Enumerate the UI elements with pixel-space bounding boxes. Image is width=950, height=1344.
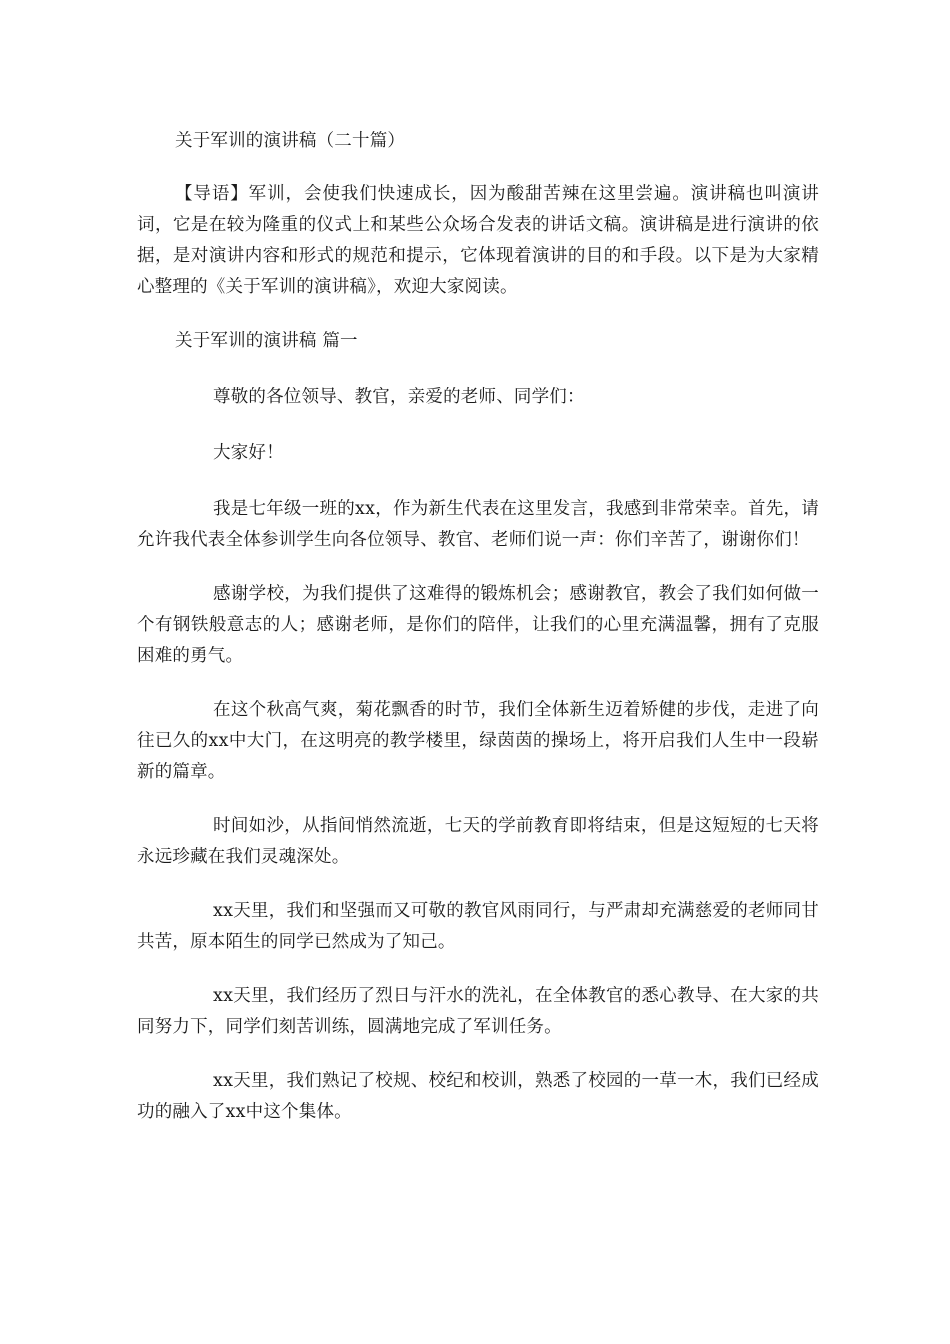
body-paragraph: xx天里，我们经历了烈日与汗水的洗礼，在全体教官的悉心教导、在大家的共同努力下，同学们刻苦训练，圆满地完成了军训任务。 xyxy=(137,986,819,1037)
intro-paragraph: 【导语】军训，会使我们快速成长，因为酸甜苦辣在这里尝遍。演讲稿也叫演讲词，它是在较为隆重的仪式上和某些公众场合发表的讲话文稿。演讲稿是进行演讲的依据，是对演讲内容和形式的规范和提示，它体现着演讲的目的和手段。以下是为大家精心整理的《关于军训的演讲稿》，欢迎大家阅读。 xyxy=(137,184,819,297)
document-title: 关于军训的演讲稿（二十篇） xyxy=(175,131,406,151)
document-page xyxy=(137,126,819,1151)
body-paragraph: 时间如沙，从指间悄然流逝，七天的学前教育即将结束，但是这短短的七天将永远珍藏在我们灵魂深处。 xyxy=(137,816,819,867)
body-paragraph: xx天里，我们和坚强而又可敬的教官风雨同行，与严肃却充满慈爱的老师同甘共苦，原本陌生的同学已然成为了知己。 xyxy=(137,901,819,952)
greeting-paragraph: 尊敬的各位领导、教官，亲爱的老师、同学们： xyxy=(213,387,585,407)
body-paragraph: 感谢学校，为我们提供了这难得的锻炼机会；感谢教官，教会了我们如何做一个有钢铁般意志的人；感谢老师，是你们的陪伴，让我们的心里充满温馨，拥有了克服困难的勇气。 xyxy=(137,584,819,666)
body-paragraph: xx天里，我们熟记了校规、校纪和校训，熟悉了校园的一草一木，我们已经成功的融入了xx中这个集体。 xyxy=(137,1071,819,1122)
section-title: 关于军训的演讲稿 篇一 xyxy=(175,331,358,351)
hello-paragraph: 大家好！ xyxy=(213,443,284,463)
body-paragraph: 在这个秋高气爽，菊花飘香的时节，我们全体新生迈着矫健的步伐，走进了向往已久的xx中大门，在这明亮的教学楼里，绿茵茵的操场上，将开启我们人生中一段崭新的篇章。 xyxy=(137,700,819,782)
body-paragraph: 我是七年级一班的xx，作为新生代表在这里发言，我感到非常荣幸。首先，请允许我代表全体参训学生向各位领导、教官、老师们说一声：你们辛苦了，谢谢你们！ xyxy=(137,499,819,550)
